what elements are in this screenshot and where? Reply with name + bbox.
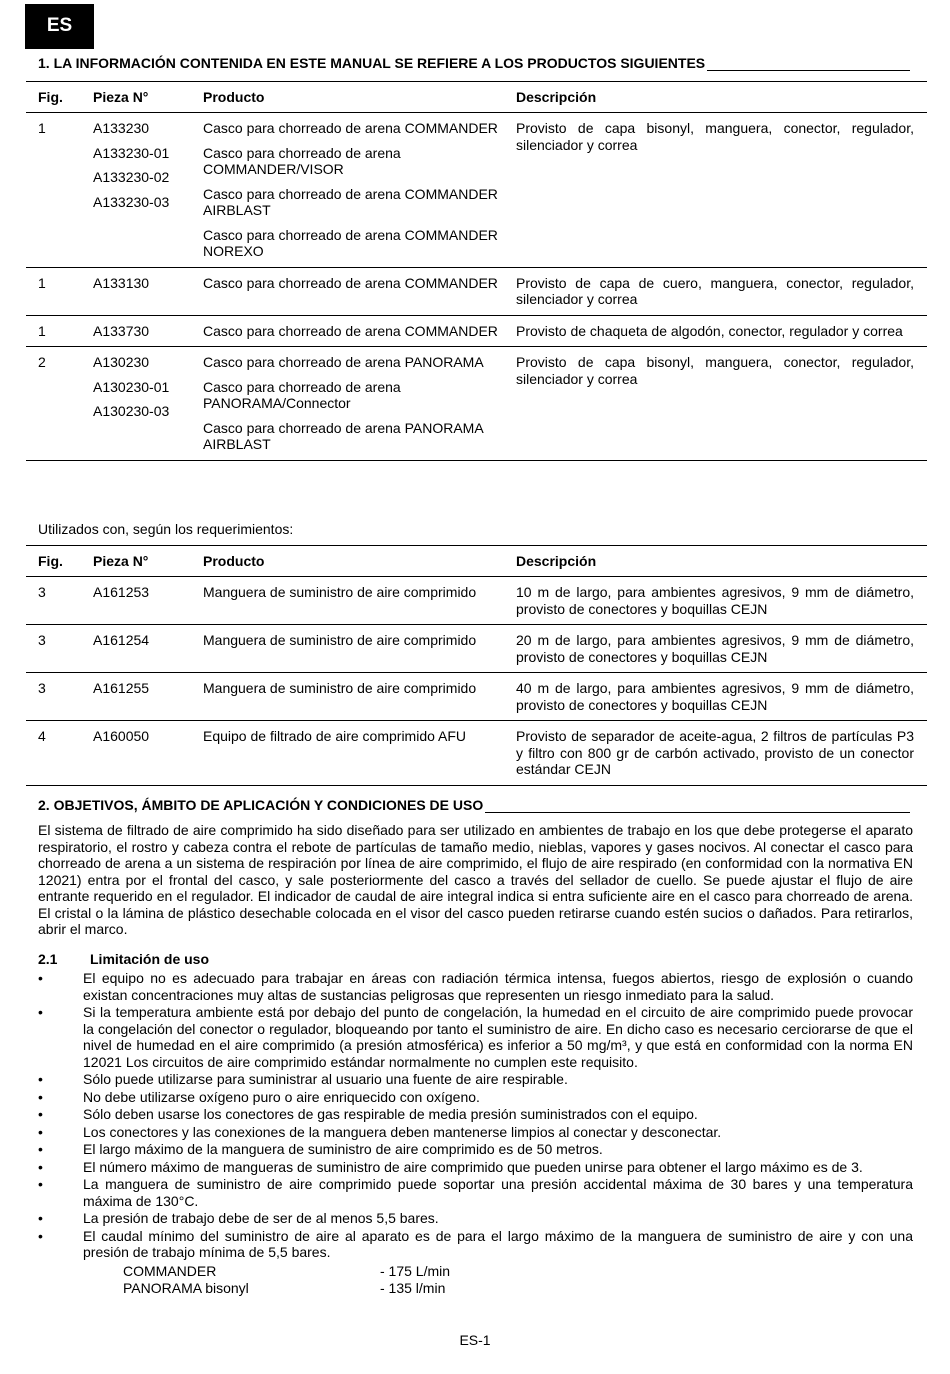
col-header-pieza: Pieza N° xyxy=(93,552,149,569)
table-header-row xyxy=(26,82,927,113)
description-text: Provisto de separador de aceite-agua, 2 filtros de partículas P3 y filtro con 800 gr de carbón activado, provisto de un conector estándar CEJN xyxy=(516,728,914,777)
section-1-title: 1. LA INFORMACIÓN CONTENIDA EN ESTE MANUAL SE REFIERE A LOS PRODUCTOS SIGUIENTES xyxy=(38,55,706,71)
pieza-number: A133230-01 xyxy=(93,144,170,161)
flow-model-name: PANORAMA bisonyl xyxy=(123,1280,249,1296)
producto-cell: Manguera de suministro de aire comprimido xyxy=(203,632,477,648)
col-header-producto: Producto xyxy=(203,552,265,569)
col-header-fig: Fig. xyxy=(38,88,63,105)
pieza-number: A133230-02 xyxy=(93,169,170,185)
product-name: Casco para chorreado de arena COMMANDER xyxy=(203,274,498,291)
pieza-number: A130230-03 xyxy=(93,403,170,419)
list-item xyxy=(38,1089,913,1106)
list-item xyxy=(38,1071,913,1088)
flow-row-panorama xyxy=(123,1280,445,1297)
product-name: Casco para chorreado de arena COMMANDER xyxy=(203,120,498,136)
list-item-text: Sólo deben usarse los conectores de gas respirable de media presión suministrados con el equipo. xyxy=(83,1106,698,1122)
descripcion-cell xyxy=(516,721,927,786)
description-text: Provisto de capa bisonyl, manguera, conector, regulador, silenciador y correa xyxy=(516,354,914,387)
list-item-text: La manguera de suministro de aire comprimido puede soportar una presión accidental máxima de 30 bares y una temperatura máxima de 130°C. xyxy=(83,1176,913,1209)
descripcion-cell xyxy=(516,347,927,461)
producto-cell xyxy=(203,113,516,268)
table-header-row xyxy=(26,546,927,577)
pieza-number: A133130 xyxy=(93,274,150,291)
flow-value: - 175 L/min xyxy=(380,1263,451,1279)
table-row xyxy=(26,347,927,461)
section-1-heading xyxy=(38,55,910,72)
list-item xyxy=(38,1210,913,1227)
pieza-number: A133230-03 xyxy=(93,193,170,210)
bullet-icon: • xyxy=(38,970,43,986)
list-item-text: El largo máximo de la manguera de suministro de aire comprimido es de 50 metros. xyxy=(83,1141,603,1157)
producto-cell: Equipo de filtrado de aire comprimido AFU xyxy=(203,728,467,744)
bullet-icon: • xyxy=(38,1088,43,1105)
bullet-icon: • xyxy=(38,1210,43,1226)
pieza-number: A133230 xyxy=(93,120,150,136)
section-2-paragraph: El sistema de filtrado de aire comprimido ha sido diseñado para ser utilizado en ambientes de trabajo en los que debe protegerse el aparato respiratorio, el rostro y cabeza contra el rebote de partículas de tamaño medio, nieblas, vapores y gases nocivos. Al conectar el casco para chorreado de arena a un sistema de respiración por línea de aire comprimido, el flujo de aire respirado (en conformidad con la normativa EN 12021) entra por el frontal del casco, y sale posteriormente del casco a través del sellador de cuello. Se puede ajustar el flujo de aire entrante requerido en el regulador. El indicador de caudal de aire integral indica si entra suficiente aire en el casco para chorreado de arena. El cristal o la lámina de plástico desechable colocada en el visor del casco pueden retirarse cuando estén sucios o dañados. Para retirarlos, abrir el marco. xyxy=(38,822,913,937)
description-text: Provisto de capa bisonyl, manguera, conector, regulador, silenciador y correa xyxy=(516,120,914,153)
list-item-text: Sólo puede utilizarse para suministrar al usuario una fuente de aire respirable. xyxy=(83,1071,568,1087)
table-row xyxy=(26,577,927,625)
list-item xyxy=(38,1228,913,1261)
heading-rule xyxy=(707,70,910,71)
list-item xyxy=(38,1159,913,1176)
fig-cell: 3 xyxy=(38,680,46,696)
bullet-icon: • xyxy=(38,1227,43,1244)
language-badge: ES xyxy=(25,4,94,49)
col-header-producto: Producto xyxy=(203,88,265,105)
table-row xyxy=(26,315,927,347)
list-item-text: Si la temperatura ambiente está por debajo del punto de congelación, la humedad en el circuito de aire comprimido puede provocar la congelación del conector o regulador, bloqueando por tanto el suministro de aire. En dicho caso es necesario cerciorarse de que el nivel de humedad en el aire comprimido (a presión atmosférica) es inferior a 50 mg/m³, y que está en conformidad con la norma EN 12021 Los circuitos de aire comprimido estándar normalmente no cumplen este requisito. xyxy=(83,1004,913,1070)
subsection-title: Limitación de uso xyxy=(90,951,210,967)
pieza-number: A130230-01 xyxy=(93,378,170,395)
used-with-note: Utilizados con, según los requerimientos: xyxy=(38,521,294,537)
producto-cell: Manguera de suministro de aire comprimido xyxy=(203,680,477,696)
producto-cell: Manguera de suministro de aire comprimido xyxy=(203,584,477,600)
bullet-icon: • xyxy=(38,1123,43,1140)
descripcion-cell xyxy=(516,315,927,347)
pieza-cell: A160050 xyxy=(93,728,150,744)
col-header-fig: Fig. xyxy=(38,552,63,569)
pieza-cell xyxy=(93,113,203,268)
limitations-list xyxy=(38,970,913,1262)
section-2-title: 2. OBJETIVOS, ÁMBITO DE APLICACIÓN Y CONDICIONES DE USO xyxy=(38,797,484,813)
pieza-cell: A161253 xyxy=(93,584,150,600)
flow-row-commander xyxy=(123,1263,450,1280)
descripcion-cell xyxy=(516,577,927,625)
descripcion-cell xyxy=(516,625,927,673)
flow-value: - 135 l/min xyxy=(380,1280,446,1296)
bullet-icon: • xyxy=(38,1176,43,1192)
fig-cell: 1 xyxy=(38,120,46,136)
description-text: Provisto de chaqueta de algodón, conector, regulador y correa xyxy=(516,322,903,339)
section-2-heading xyxy=(38,797,910,814)
heading-rule xyxy=(485,812,910,813)
fig-cell: 2 xyxy=(38,354,46,370)
pieza-cell xyxy=(93,267,203,315)
bullet-icon: • xyxy=(38,1004,43,1020)
list-item xyxy=(38,970,913,1003)
product-name: Casco para chorreado de arena PANORAMA/Connector xyxy=(203,378,401,411)
product-name: Casco para chorreado de arena COMMANDER/VISOR xyxy=(203,144,401,177)
bullet-icon: • xyxy=(38,1106,43,1122)
table-row xyxy=(26,673,927,721)
products-table xyxy=(26,81,927,461)
table-row xyxy=(26,625,927,673)
subsection-2-1-heading xyxy=(38,951,209,968)
pieza-cell: A161254 xyxy=(93,632,150,648)
pieza-cell xyxy=(93,347,203,461)
pieza-cell: A161255 xyxy=(93,680,150,696)
list-item xyxy=(38,1176,913,1209)
product-name: Casco para chorreado de arena COMMANDER xyxy=(203,322,498,339)
pieza-number: A133730 xyxy=(93,322,150,339)
table-row xyxy=(26,113,927,268)
fig-cell: 3 xyxy=(38,632,46,648)
description-text: 10 m de largo, para ambientes agresivos, 9 mm de diámetro, provisto de conectores y boquillas CEJN xyxy=(516,584,914,617)
flow-model-name: COMMANDER xyxy=(123,1263,217,1279)
fig-cell: 4 xyxy=(38,728,46,744)
list-item xyxy=(38,1124,913,1141)
col-header-pieza: Pieza N° xyxy=(93,88,149,105)
description-text: Provisto de capa de cuero, manguera, conector, regulador, silenciador y correa xyxy=(516,274,914,307)
list-item-text: No debe utilizarse oxígeno puro o aire enriquecido con oxígeno. xyxy=(83,1088,480,1105)
producto-cell xyxy=(203,347,516,461)
fig-cell: 1 xyxy=(38,322,46,339)
producto-cell xyxy=(203,267,516,315)
fig-cell: 3 xyxy=(38,584,46,600)
products-table-body xyxy=(26,113,927,461)
accessories-table-body xyxy=(26,577,927,786)
bullet-icon: • xyxy=(38,1141,43,1157)
list-item xyxy=(38,1141,913,1158)
col-header-descripcion: Descripción xyxy=(516,88,597,105)
list-item-text: El caudal mínimo del suministro de aire al aparato es de para el largo máximo de la manguera de suministro de aire y con una presión de trabajo mínima de 5,5 bares. xyxy=(83,1227,913,1260)
table-row xyxy=(26,267,927,315)
product-name: Casco para chorreado de arena COMMANDER AIRBLAST xyxy=(203,185,498,218)
bullet-icon: • xyxy=(38,1158,43,1175)
fig-cell: 1 xyxy=(38,274,46,291)
list-item-text: La presión de trabajo debe de ser de al menos 5,5 bares. xyxy=(83,1210,439,1226)
pieza-cell xyxy=(93,315,203,347)
descripcion-cell xyxy=(516,673,927,721)
description-text: 40 m de largo, para ambientes agresivos, 9 mm de diámetro, provisto de conectores y boquillas CEJN xyxy=(516,680,914,713)
producto-cell xyxy=(203,315,516,347)
col-header-descripcion: Descripción xyxy=(516,552,597,569)
accessories-table xyxy=(26,545,927,786)
product-name: Casco para chorreado de arena COMMANDER NOREXO xyxy=(203,226,498,259)
list-item-text: El equipo no es adecuado para trabajar en áreas con radiación térmica intensa, fuegos abiertos, riesgo de explosión o cuando existan concentraciones muy altas de sustancias peligrosas que representen un riesgo inmediato para la salud. xyxy=(83,970,913,1003)
list-item xyxy=(38,1004,913,1070)
product-name: Casco para chorreado de arena PANORAMA AIRBLAST xyxy=(203,419,483,452)
product-name: Casco para chorreado de arena PANORAMA xyxy=(203,354,484,370)
list-item-text: Los conectores y las conexiones de la manguera deben mantenerse limpios al conectar y desconectar. xyxy=(83,1123,722,1140)
description-text: 20 m de largo, para ambientes agresivos, 9 mm de diámetro, provisto de conectores y boquillas CEJN xyxy=(516,632,914,665)
table-row xyxy=(26,721,927,786)
list-item xyxy=(38,1106,913,1123)
list-item-text: El número máximo de mangueras de suministro de aire comprimido que pueden unirse para obtener el largo máximo es de 3. xyxy=(83,1158,863,1175)
descripcion-cell xyxy=(516,267,927,315)
pieza-number: A130230 xyxy=(93,354,150,370)
descripcion-cell xyxy=(516,113,927,268)
bullet-icon: • xyxy=(38,1071,43,1087)
subsection-number: 2.1 xyxy=(38,951,58,967)
page-number: ES-1 xyxy=(459,1332,491,1348)
